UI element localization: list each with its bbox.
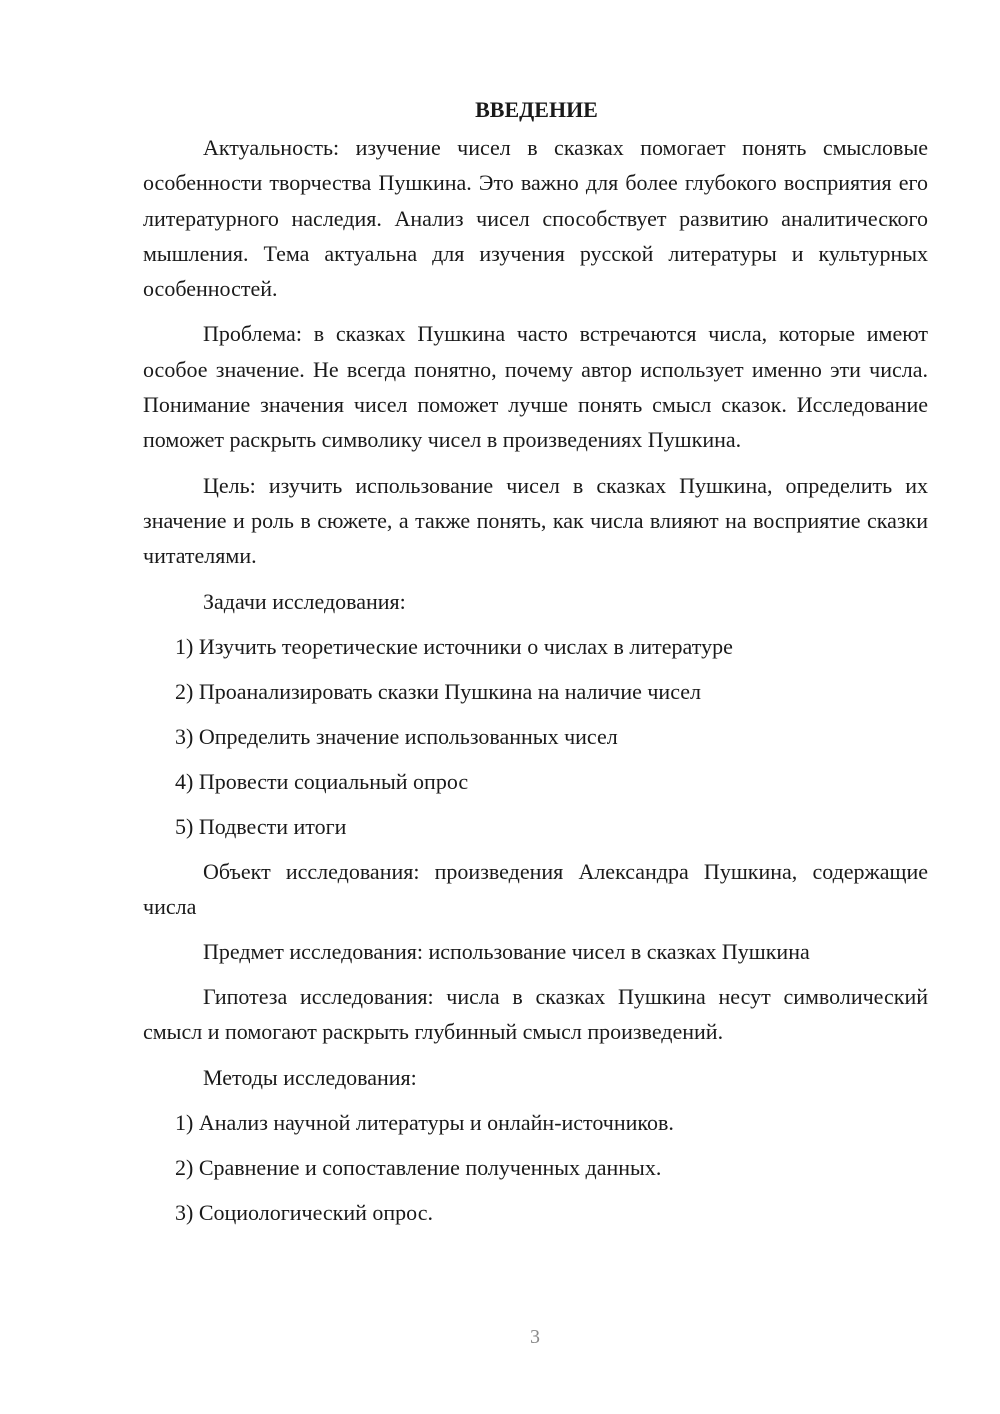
method-item: 2) Сравнение и сопоставление полученных данных. (175, 1154, 662, 1180)
object-paragraph: Объект исследования: произведения Александра Пушкина, содержащие числа (143, 858, 928, 919)
goal-paragraph: Цель: изучить использование чисел в сказках Пушкина, определить их значение и роль в сюжете, а также понять, как числа влияют на восприятие сказки читателями. (143, 472, 928, 569)
task-item: 3) Определить значение использованных чисел (175, 723, 618, 749)
document-page (143, 92, 928, 1240)
task-item: 4) Провести социальный опрос (175, 768, 469, 794)
page-number: 3 (530, 1326, 540, 1348)
method-item: 1) Анализ научной литературы и онлайн-источников. (175, 1109, 674, 1135)
task-item: 1) Изучить теоретические источники о числах в литературе (175, 633, 733, 659)
task-item: 5) Подвести итоги (175, 813, 347, 839)
methods-heading: Методы исследования: (203, 1064, 417, 1090)
subject-paragraph: Предмет исследования: использование чисел в сказках Пушкина (203, 939, 810, 965)
section-title: ВВЕДЕНИЕ (475, 97, 598, 122)
problem-paragraph: Проблема: в сказках Пушкина часто встречаются числа, которые имеют особое значение. Не всегда понятно, почему автор использует именно эти числа. Понимание значения чисел поможет лучше понять смысл сказок. Исследование поможет раскрыть символику чисел в произведениях Пушкина. (143, 321, 928, 453)
tasks-heading: Задачи исследования: (203, 588, 406, 614)
task-item: 2) Проанализировать сказки Пушкина на наличие чисел (175, 678, 701, 704)
hypothesis-paragraph: Гипотеза исследования: числа в сказках Пушкина несут символический смысл и помогают раскрыть глубинный смысл произведений. (143, 984, 928, 1045)
method-item: 3) Социологический опрос. (175, 1199, 433, 1225)
relevance-paragraph: Актуальность: изучение чисел в сказках помогает понять смысловые особенности творчества Пушкина. Это важно для более глубокого восприятия его литературного наследия. Анализ чисел способствует развитию аналитического мышления. Тема актуальна для изучения русской литературы и культурных особенностей. (143, 135, 928, 302)
